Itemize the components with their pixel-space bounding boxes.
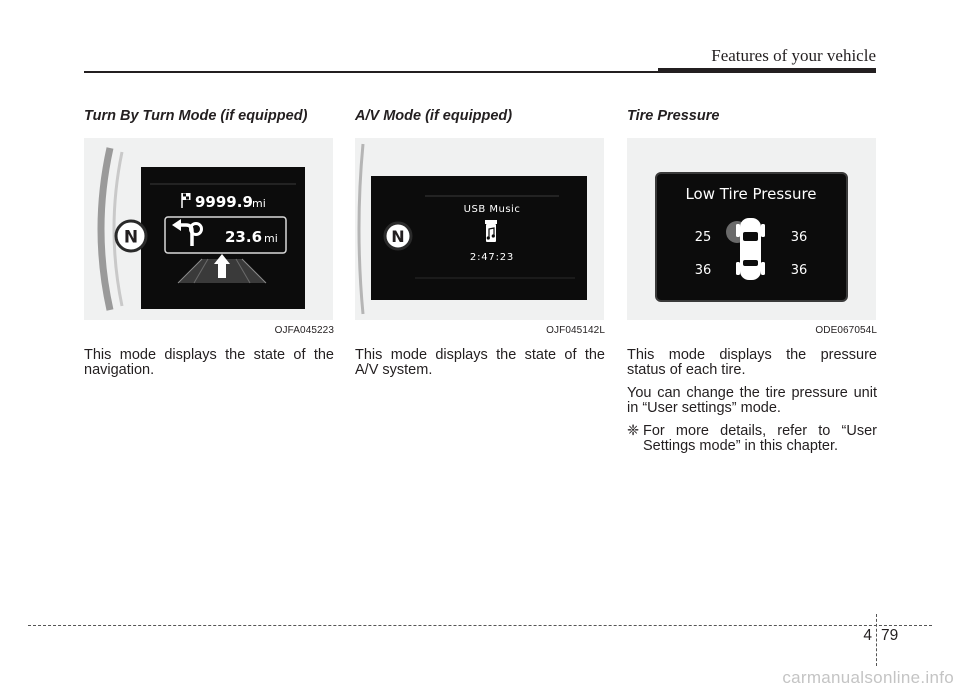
chapter-number: 4 xyxy=(863,627,872,644)
tpms-heading: Low Tire Pressure xyxy=(685,185,817,203)
turn-distance-unit: mi xyxy=(264,232,278,245)
gear-indicator xyxy=(385,223,411,249)
tire-rear-right: 36 xyxy=(790,263,808,278)
total-distance-unit: mi xyxy=(252,197,266,210)
turn-by-turn-figure xyxy=(84,138,333,320)
body-text: This mode displays the state of the A/V system. xyxy=(355,347,605,378)
cluster-display-tpms xyxy=(627,138,876,320)
section-title: Turn By Turn Mode (if equipped) xyxy=(84,108,308,124)
header-title: Features of your vehicle xyxy=(711,46,876,65)
usb-music-icon xyxy=(485,220,497,242)
svg-text:N: N xyxy=(391,227,405,246)
turn-distance: 23.6 xyxy=(225,228,263,246)
figure-code: OJF045142L xyxy=(546,325,605,336)
watermark: carmanualsonline.info xyxy=(782,668,954,687)
section-title: Tire Pressure xyxy=(627,108,720,124)
footer-rule xyxy=(28,625,932,626)
cluster-display-nav xyxy=(84,138,333,320)
av-mode-figure xyxy=(355,138,604,320)
tire-front-right: 36 xyxy=(790,230,808,245)
total-distance: 9999.9 xyxy=(195,193,253,211)
footer-divider xyxy=(876,614,877,666)
svg-text:N: N xyxy=(123,227,139,248)
note xyxy=(627,424,877,454)
figure-code: ODE067054L xyxy=(815,325,877,336)
figure-code: OJFA045223 xyxy=(274,325,334,336)
section-av-mode xyxy=(355,108,605,378)
tire-rear-left: 36 xyxy=(694,263,712,278)
section-title: A/V Mode (if equipped) xyxy=(355,108,513,124)
header-rule-accent xyxy=(658,68,876,73)
av-source-label: USB Music xyxy=(463,204,521,215)
tire-front-left: 25 xyxy=(694,230,712,245)
section-tire-pressure xyxy=(627,108,877,454)
tire-pressure-figure xyxy=(627,138,876,320)
section-turn-by-turn xyxy=(84,108,334,378)
note-symbol-icon: ❈ xyxy=(627,423,640,439)
body-text-unit: You can change the tire pressure unit in “User settings” mode. xyxy=(627,385,877,416)
body-text-status: This mode displays the pressure status of each tire. xyxy=(627,347,877,378)
gear-indicator xyxy=(116,221,146,251)
av-playback-time: 2:47:23 xyxy=(469,252,515,263)
cluster-display-av xyxy=(355,138,604,320)
body-text: This mode displays the state of the navigation. xyxy=(84,347,334,378)
page-number: 79 xyxy=(881,627,899,644)
note-text: For more details, refer to “User Settings mode” in this chapter. xyxy=(643,423,877,454)
